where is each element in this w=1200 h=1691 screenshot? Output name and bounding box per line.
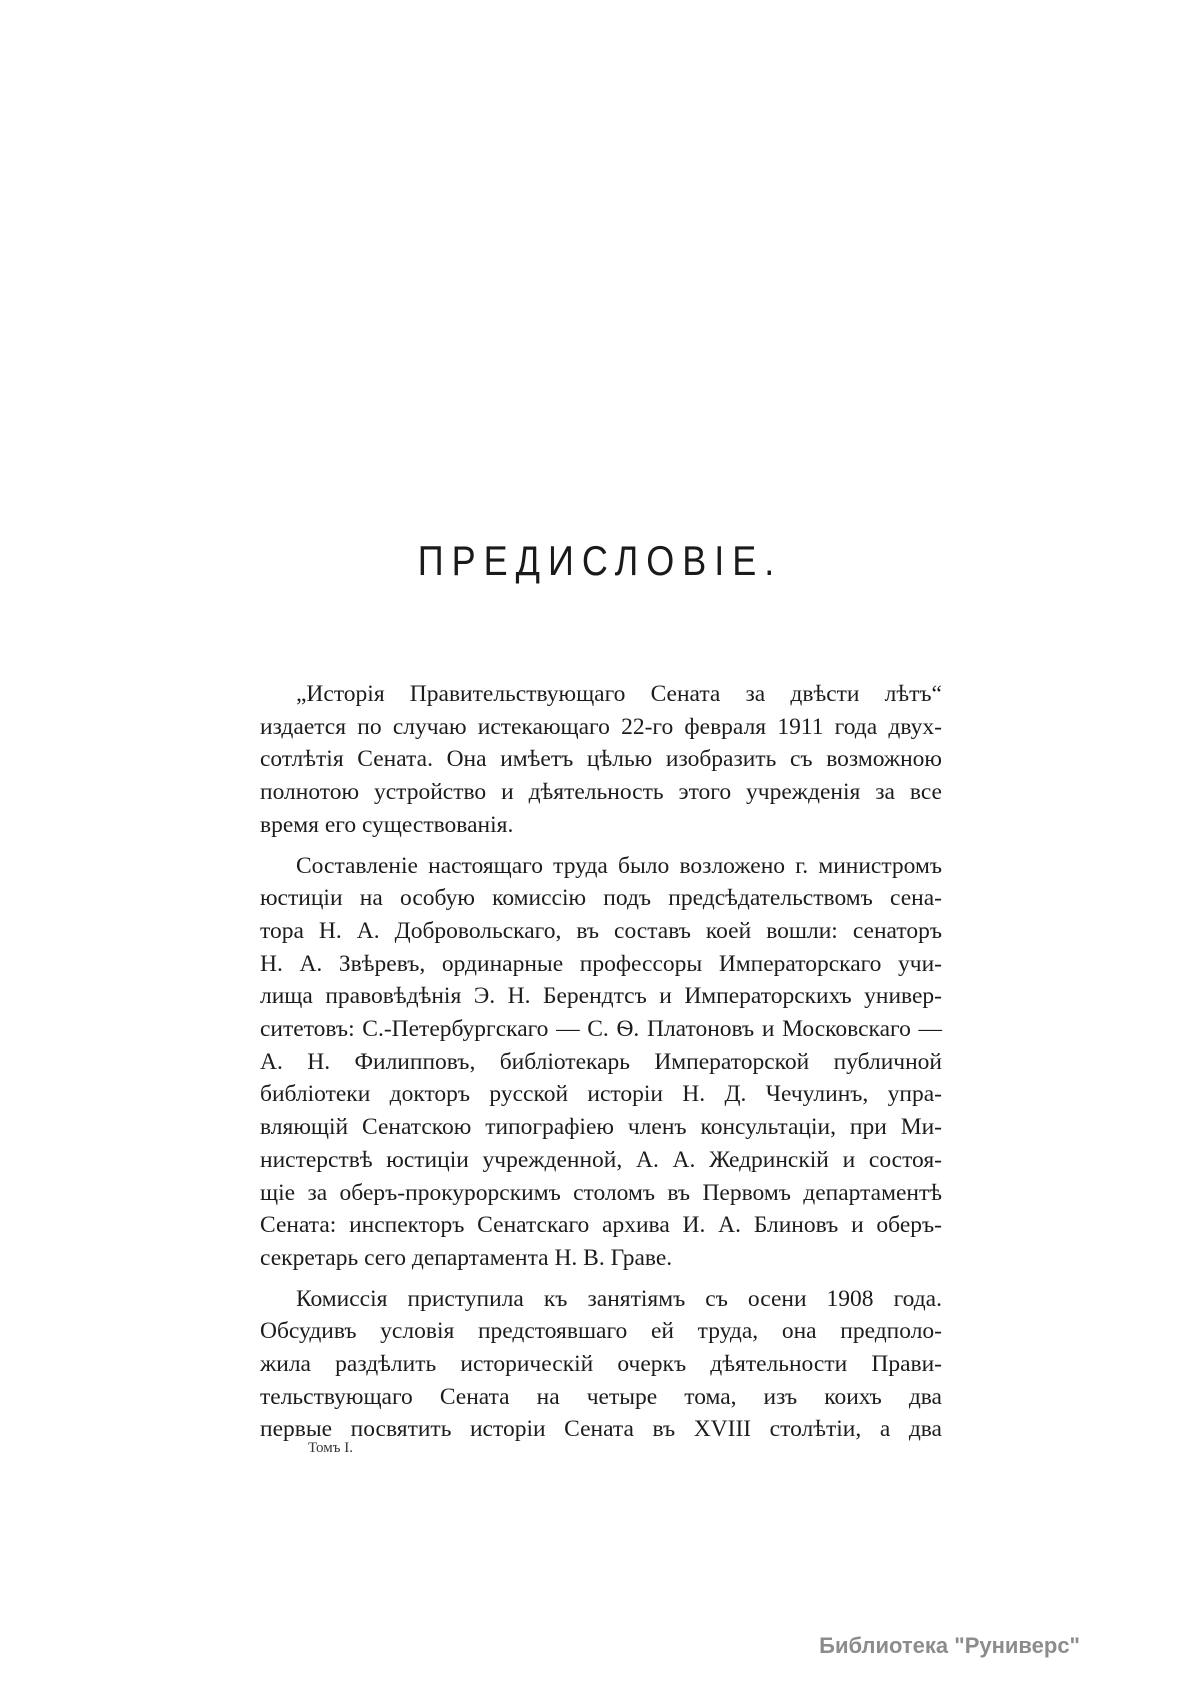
text-line: тора Н. А. Добровольскаго, въ составъ коей вошли: сенаторъ [260,917,942,944]
text-line: секретарь сего департамента Н. В. Граве. [260,1244,673,1271]
text-line: тельствующаго Сената на четыре тома, изъ коихъ два [260,1383,942,1410]
text-line: А. Н. Филипповъ, библіотекарь Императорской публичной [260,1048,942,1075]
text-line: библіотеки докторъ русской исторіи Н. Д. Чечулинъ, упра- [260,1081,942,1108]
text-line: сотлѣтія Сената. Она имѣетъ цѣлью изобразить съ возможною [260,746,942,773]
paragraph-1 [260,678,942,842]
signature-mark: Томъ I. [308,1440,353,1456]
text-line: нистерствѣ юстиціи учрежденной, А. А. Жедринскій и состоя- [260,1146,942,1173]
text-line: юстиціи на особую комиссію подъ предсѣдательствомъ сена- [260,885,942,912]
text-line: ситетовъ: С.-Петербургскаго — С. Ѳ. Платоновъ и Московскаго — [260,1016,942,1043]
paragraph-3 [260,1283,942,1447]
text-line: щіе за оберъ-прокурорскимъ столомъ въ Первомъ департаментѣ [260,1179,942,1206]
library-watermark: Библиотека "Руниверс" [819,1633,1080,1658]
page-title: ПРЕДИСЛОВІЕ. [417,536,783,584]
text-line: Н. А. Звѣревъ, ординарные профессоры Императорскаго учи- [260,950,942,977]
paragraph-2 [260,850,942,1275]
text-line: Обсудивъ условія предстоявшаго ей труда, она предполо- [260,1318,942,1345]
text-line: жила раздѣлить историческій очеркъ дѣятельности Прави- [260,1351,942,1378]
text-line: полнотою устройство и дѣятельность этого учрежденія за все [260,779,942,806]
body-text [260,678,942,1454]
text-line: первые посвятить исторіи Сената въ XVIII столѣтіи, а два [260,1416,942,1443]
text-line: издается по случаю истекающаго 22-го февраля 1911 года двух- [260,713,942,740]
text-line: Составленіе настоящаго труда было возложено г. министромъ [296,852,942,879]
text-line: вляющій Сенатскою типографіею членъ консультаціи, при Ми- [260,1114,942,1141]
text-line: время его существованія. [260,811,514,838]
text-line: лища правовѣдѣнія Э. Н. Берендтсъ и Императорскихъ универ- [260,983,942,1010]
text-line: Сената: инспекторъ Сенатскаго архива И. А. Блиновъ и оберъ- [260,1212,942,1239]
text-line: „Исторія Правительствующаго Сената за двѣсти лѣтъ“ [296,681,942,707]
text-line: Комиссія приступила къ занятіямъ съ осени 1908 года. [296,1285,942,1312]
